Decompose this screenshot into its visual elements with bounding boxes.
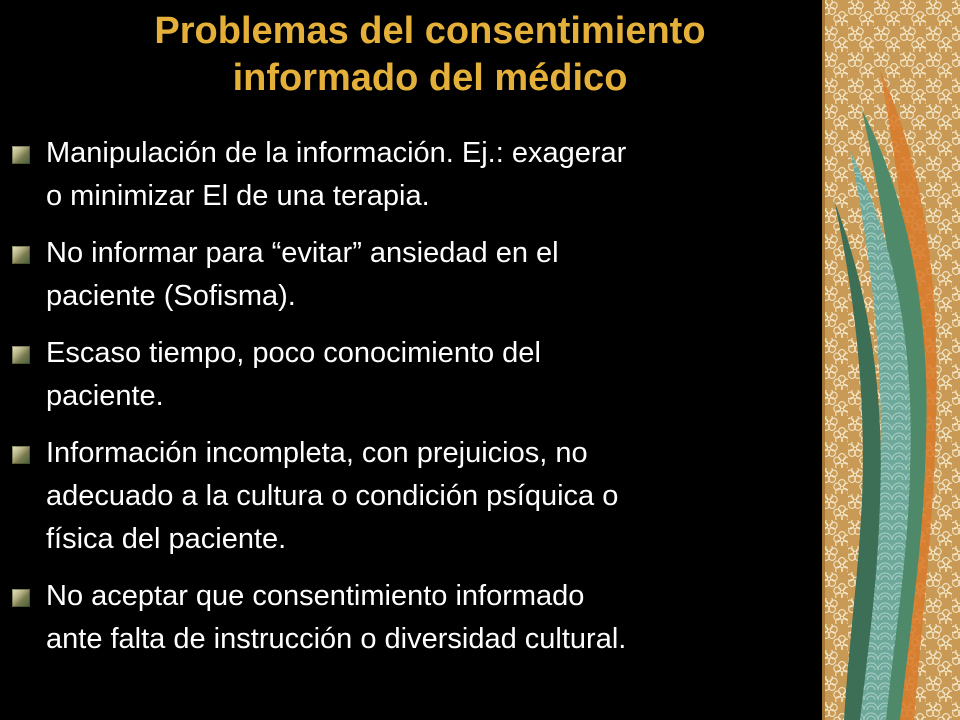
- bullet-line: No aceptar que consentimiento informado: [46, 580, 585, 612]
- bullet-item: [0, 332, 830, 418]
- bullet-line: ante falta de instrucción o diversidad cultural.: [46, 623, 627, 655]
- bullet-square-icon: [12, 346, 30, 364]
- title-line-2: informado del médico: [232, 57, 628, 99]
- bullet-square-icon: [12, 246, 30, 264]
- bullet-item: [0, 575, 830, 661]
- bullet-square-icon: [12, 589, 30, 607]
- bullet-item: [0, 232, 830, 318]
- bullet-square-icon: [12, 146, 30, 164]
- bullet-square-icon: [12, 446, 30, 464]
- bullet-item: [0, 132, 830, 218]
- bullet-line: o minimizar El de una terapia.: [46, 180, 430, 212]
- bullet-list: [0, 132, 830, 675]
- bullet-line: No informar para “evitar” ansiedad en el: [46, 237, 559, 269]
- slide-title: [40, 8, 820, 102]
- bullet-line: Manipulación de la información. Ej.: exagerar: [46, 137, 627, 169]
- bullet-item: [0, 432, 830, 561]
- bullet-line: adecuado a la cultura o condición psíquica o: [46, 480, 619, 512]
- bullet-line: Información incompleta, con prejuicios, no: [46, 437, 588, 469]
- title-line-1: Problemas del consentimiento: [154, 10, 706, 52]
- bullet-line: física del paciente.: [46, 523, 287, 555]
- floral-border-decoration: [822, 0, 960, 720]
- bullet-line: paciente (Sofisma).: [46, 280, 296, 312]
- bullet-line: paciente.: [46, 380, 164, 412]
- bullet-line: Escaso tiempo, poco conocimiento del: [46, 337, 541, 369]
